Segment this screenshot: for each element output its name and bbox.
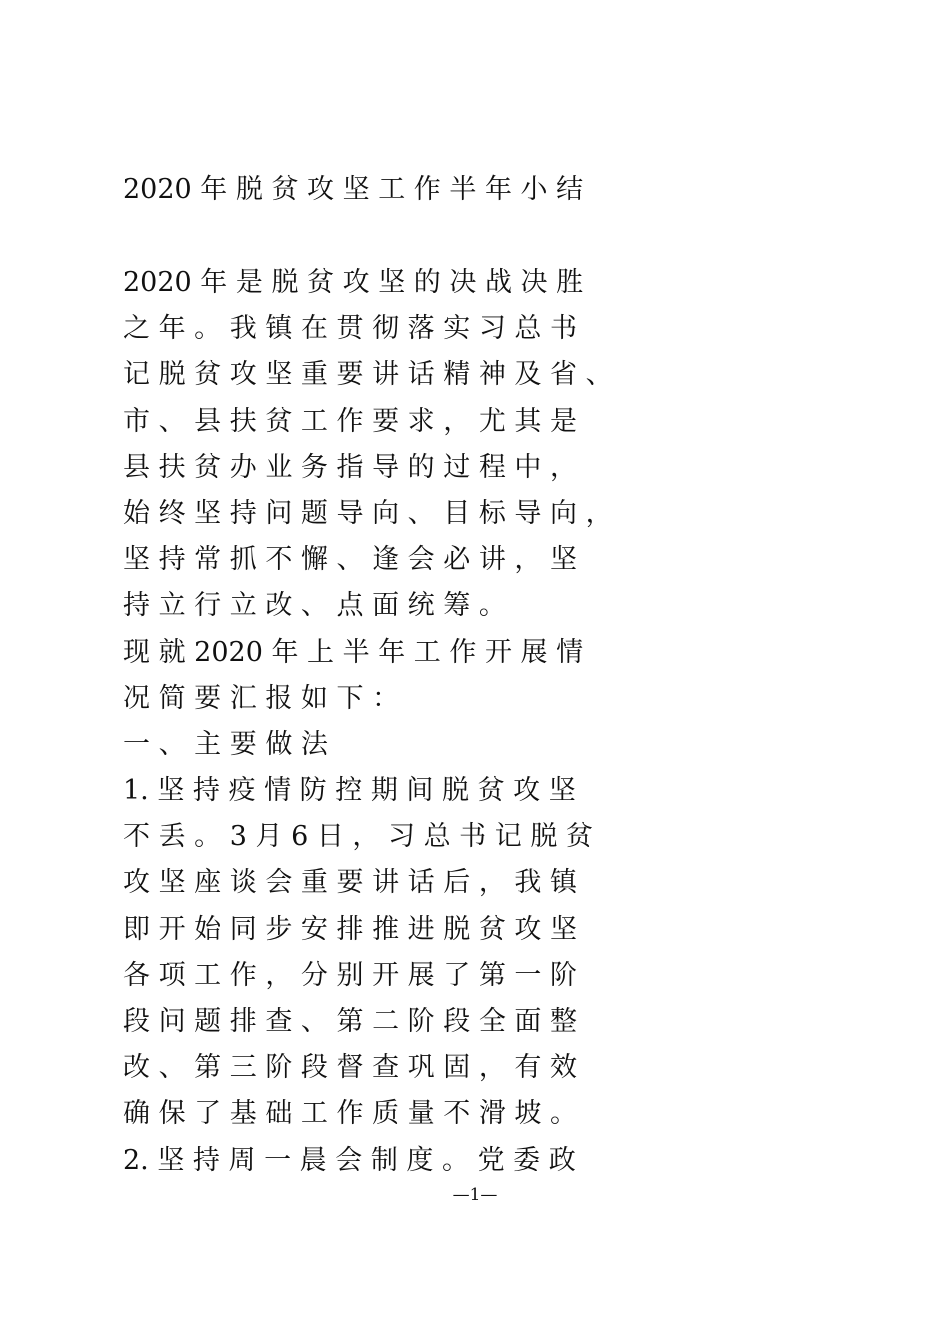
page-number: —1— xyxy=(452,1185,498,1205)
text-line: 持 立 行 立 改 、 点 面 统 筹 。 xyxy=(123,590,506,622)
text-line: 况 简 要 汇 报 如 下 ： xyxy=(123,682,400,714)
text-line: 段 问 题 排 查 、 第 二 阶 段 全 面 整 xyxy=(123,1006,577,1037)
text-line: 坚 持 常 抓 不 懈 、 逢 会 必 讲 ， 坚 xyxy=(123,544,577,576)
document-title: 2020 年 脱 贫 攻 坚 工 作 半 年 小 结 xyxy=(123,174,584,205)
text-line: 之 年 。 我 镇 在 贯 彻 落 实 习 总 书 xyxy=(123,313,577,345)
text-line: 即 开 始 同 步 安 排 推 进 脱 贫 攻 坚 xyxy=(123,913,577,945)
text-line: 1. 坚 持 疫 情 防 控 期 间 脱 贫 攻 坚 xyxy=(123,775,576,807)
section-heading: 一 、 主 要 做 法 xyxy=(123,728,328,760)
text-line: 县 扶 贫 办 业 务 指 导 的 过 程 中 ， xyxy=(123,451,577,483)
document-body xyxy=(123,263,863,1187)
text-line: 确 保 了 基 础 工 作 质 量 不 滑 坡 。 xyxy=(123,1098,577,1130)
text-line: 市 、 县 扶 贫 工 作 要 求 ， 尤 其 是 xyxy=(123,405,577,437)
text-line: 各 项 工 作 ， 分 别 开 展 了 第 一 阶 xyxy=(123,959,577,991)
text-line: 不 丢 。 3 月 6 日 ， 习 总 书 记 脱 贫 xyxy=(123,821,593,853)
text-line: 2. 坚 持 周 一 晨 会 制 度 。 党 委 政 xyxy=(123,1144,576,1176)
text-line: 始 终 坚 持 问 题 导 向 、 目 标 导 向 ， xyxy=(123,497,613,529)
text-line: 改 、 第 三 阶 段 督 查 巩 固 ， 有 效 xyxy=(123,1052,577,1084)
text-line: 2020 年 是 脱 贫 攻 坚 的 决 战 决 胜 xyxy=(123,267,584,298)
text-line: 攻 坚 座 谈 会 重 要 讲 话 后 ， 我 镇 xyxy=(123,867,577,899)
text-line: 现 就 2020 年 上 半 年 工 作 开 展 情 xyxy=(123,636,584,668)
text-line: 记 脱 贫 攻 坚 重 要 讲 话 精 神 及 省 、 xyxy=(123,359,613,391)
